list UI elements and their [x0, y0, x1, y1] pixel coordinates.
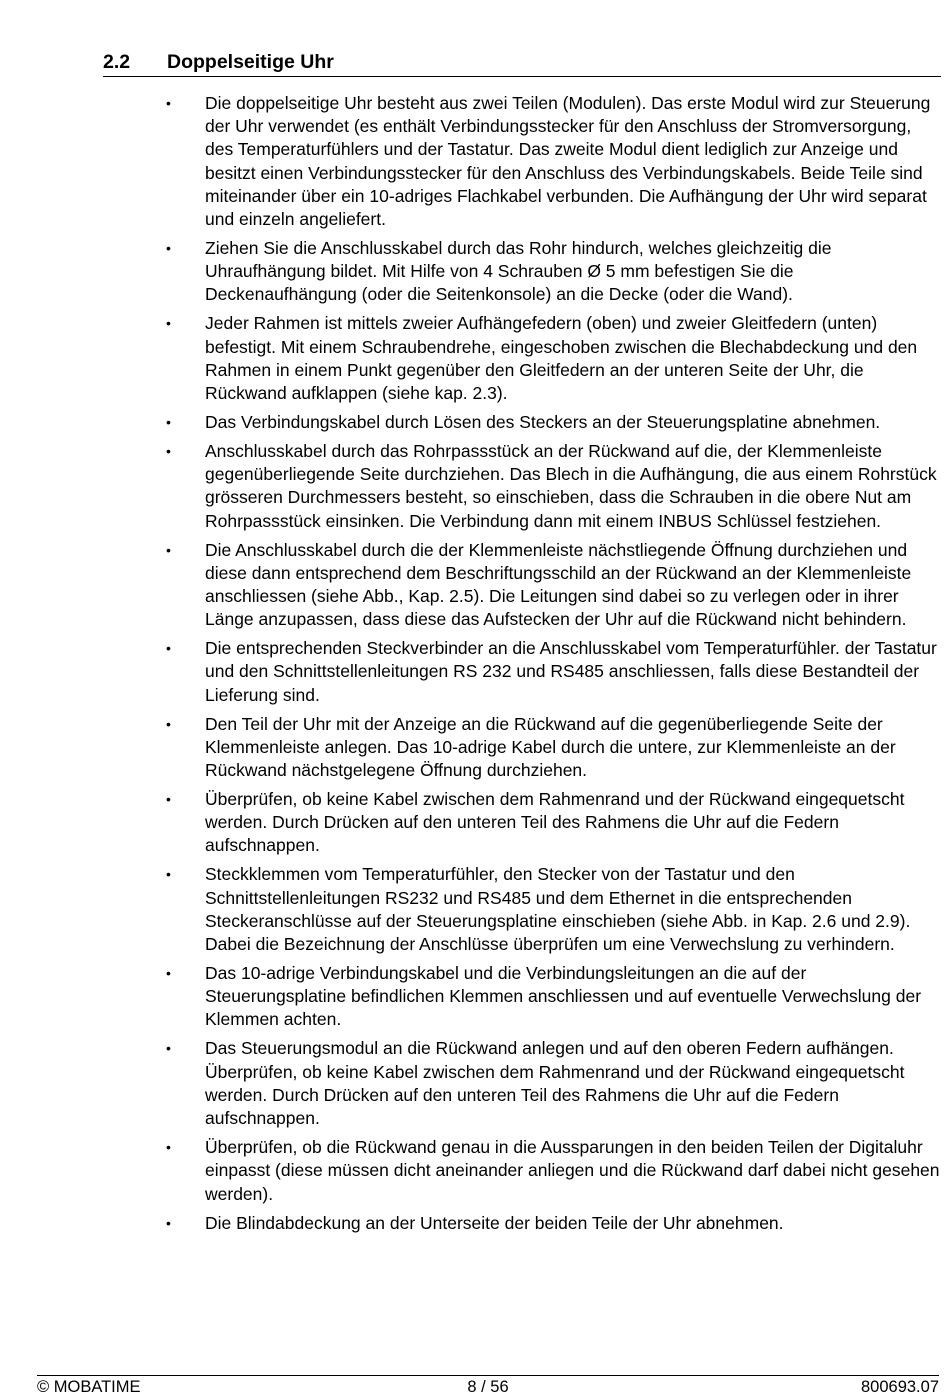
list-item [0, 637, 940, 707]
list-item [0, 411, 940, 434]
list-item-text: Die entsprechenden Steckverbinder an die Anschlusskabel vom Temperaturfühler. der Tastatur und den Schnittstellenleitungen RS 232 und RS485 anschliessen, falls diese Bestandteil der Lieferung sind. [205, 638, 937, 705]
bullet-icon: • [166, 1040, 171, 1057]
bullet-icon: • [166, 541, 171, 558]
list-item-text: Steckklemmen vom Temperaturfühler, den Stecker von der Tastatur und den Schnittstellenleitungen RS232 und RS485 und dem Ethernet in die entsprechenden Steckeranschlüsse auf der Steuerungsplatine einschieben (siehe Abb. in Kap. 2.6 und 2.9). Dabei die Bezeichnung der Anschlüsse überprüfen um eine Verwechslung zu verhindern. [205, 864, 911, 955]
list-item [0, 1136, 940, 1206]
bullet-icon: • [166, 95, 171, 111]
list-item-text: Jeder Rahmen ist mittels zweier Aufhängefedern (oben) und zweier Gleitfedern (unten) befestigt. Mit einem Schraubendrehe, eingeschoben zwischen die Blechabdeckung und den Rahmen in einem Punkt gegenüber den Gleitfedern an der unteren Seite der Uhr, die Rückwand aufklappen (siehe kap. 2.3). [205, 313, 918, 404]
bullet-icon: • [166, 791, 171, 808]
list-item-text: Den Teil der Uhr mit der Anzeige an die Rückwand auf die gegenüberliegende Seite der Klemmenleiste anlegen. Das 10-adrige Kabel durch die untere, zur Klemmenleiste an der Rückwand nächstgelegene Öffnung durchziehen. [205, 713, 896, 781]
page-footer [37, 1375, 939, 1398]
instruction-list [0, 92, 950, 1241]
section-header [103, 50, 941, 77]
list-item-text: Das 10-adrige Verbindungskabel und die Verbindungsleitungen an die auf der Steuerungsplatine befindlichen Klemmen anschliessen und auf eventuelle Verwechslung der Klemmen achten. [205, 963, 922, 1030]
list-item [0, 1212, 940, 1235]
bullet-icon: • [166, 315, 171, 332]
list-item-text: Anschlusskabel durch das Rohrpassstück an der Rückwand auf die, der Klemmenleiste gegenüberliegende Seite durchziehen. Das Blech in die Aufhängung, die aus einem Rohrstück grösseren Durchmessers besteht, so einschieben, dass die Schrauben in die obere Nut am Rohrpassstück einsinken. Die Verbindung dann mit einem INBUS Schlüssel festziehen. [205, 441, 937, 531]
list-item [0, 440, 940, 533]
list-item [0, 312, 940, 405]
list-item [0, 92, 940, 231]
list-item-text: Die doppelseitige Uhr besteht aus zwei Teilen (Modulen). Das erste Modul wird zur Steuerung der Uhr verwendet (es enthält Verbindungsstecker für den Anschluss der Stromversorgung, des Temperaturfühlers und der Tastatur. Das zweite Modul dient lediglich zur Anzeige und besitzt einen Verbindungsstecker für den Anschluss des Verbindungskabels. Beide Teile sind miteinander über ein 10-adriges Flachkabel verbunden. Die Aufhängung der Uhr wird separat und einzeln angeliefert. [205, 93, 931, 230]
list-item-text: Überprüfen, ob keine Kabel zwischen dem Rahmenrand und der Rückwand eingequetscht werden. Durch Drücken auf den unteren Teil des Rahmens die Uhr auf die Federn aufschnappen. [205, 789, 905, 856]
section-title: Doppelseitige Uhr [167, 51, 334, 73]
list-item [0, 237, 940, 307]
list-item-text: Das Steuerungsmodul an die Rückwand anlegen und auf den oberen Federn aufhängen. Überprüfen, ob keine Kabel zwischen dem Rahmenrand und der Rückwand eingequetscht werden. Durch Drücken auf den unteren Teil des Rahmens die Uhr auf die Federn aufschnappen. [205, 1038, 905, 1129]
list-item [0, 788, 940, 858]
list-item-text: Die Anschlusskabel durch die der Klemmenleiste nächstliegende Öffnung durchziehen und diese dann entsprechend dem Beschriftungsschild an der Rückwand an der Klemmenleiste anschliessen (siehe Abb., Kap. 2.5). Die Leitungen sind dabei so zu verlegen oder in ihrer Länge anzupassen, dass diese das Aufstecken der Uhr auf die Rückwand nicht behindern. [205, 539, 912, 630]
bullet-icon: • [166, 1214, 171, 1231]
list-item-text: Das Verbindungskabel durch Lösen des Steckers an der Steuerungsplatine abnehmen. [205, 412, 881, 433]
list-item [0, 1037, 940, 1130]
bullet-icon: • [166, 240, 171, 257]
section-number: 2.2 [103, 51, 131, 73]
footer-copyright: © MOBATIME [37, 1378, 141, 1396]
bullet-icon: • [166, 965, 171, 982]
list-item-text: Ziehen Sie die Anschlusskabel durch das Rohr hindurch, welches gleichzeitig die Uhraufhängung bildet. Mit Hilfe von 4 Schrauben Ø 5 mm befestigen Sie die Deckenaufhängung (oder die Seitenkonsole) an die Decke (oder die Wand). [205, 238, 832, 305]
list-item-text: Überprüfen, ob die Rückwand genau in die Aussparungen in den beiden Teilen der Digitaluhr einpasst (diese müssen dicht aneinander anliegen und die Rückwand darf dabei nicht gesehen werden). [205, 1137, 940, 1204]
list-item-text: Die Blindabdeckung an der Unterseite der beiden Teile der Uhr abnehmen. [205, 1212, 784, 1233]
bullet-icon: • [166, 866, 171, 883]
footer-document-number: 800693.07 [861, 1378, 939, 1396]
list-item [0, 962, 940, 1032]
list-item [0, 539, 940, 632]
footer-page-number: 8 / 56 [467, 1378, 509, 1396]
list-item [0, 713, 940, 783]
bullet-icon: • [166, 715, 171, 732]
bullet-icon: • [166, 443, 171, 460]
list-item [0, 863, 940, 956]
bullet-icon: • [166, 640, 171, 657]
bullet-icon: • [166, 414, 171, 431]
bullet-icon: • [166, 1139, 171, 1156]
